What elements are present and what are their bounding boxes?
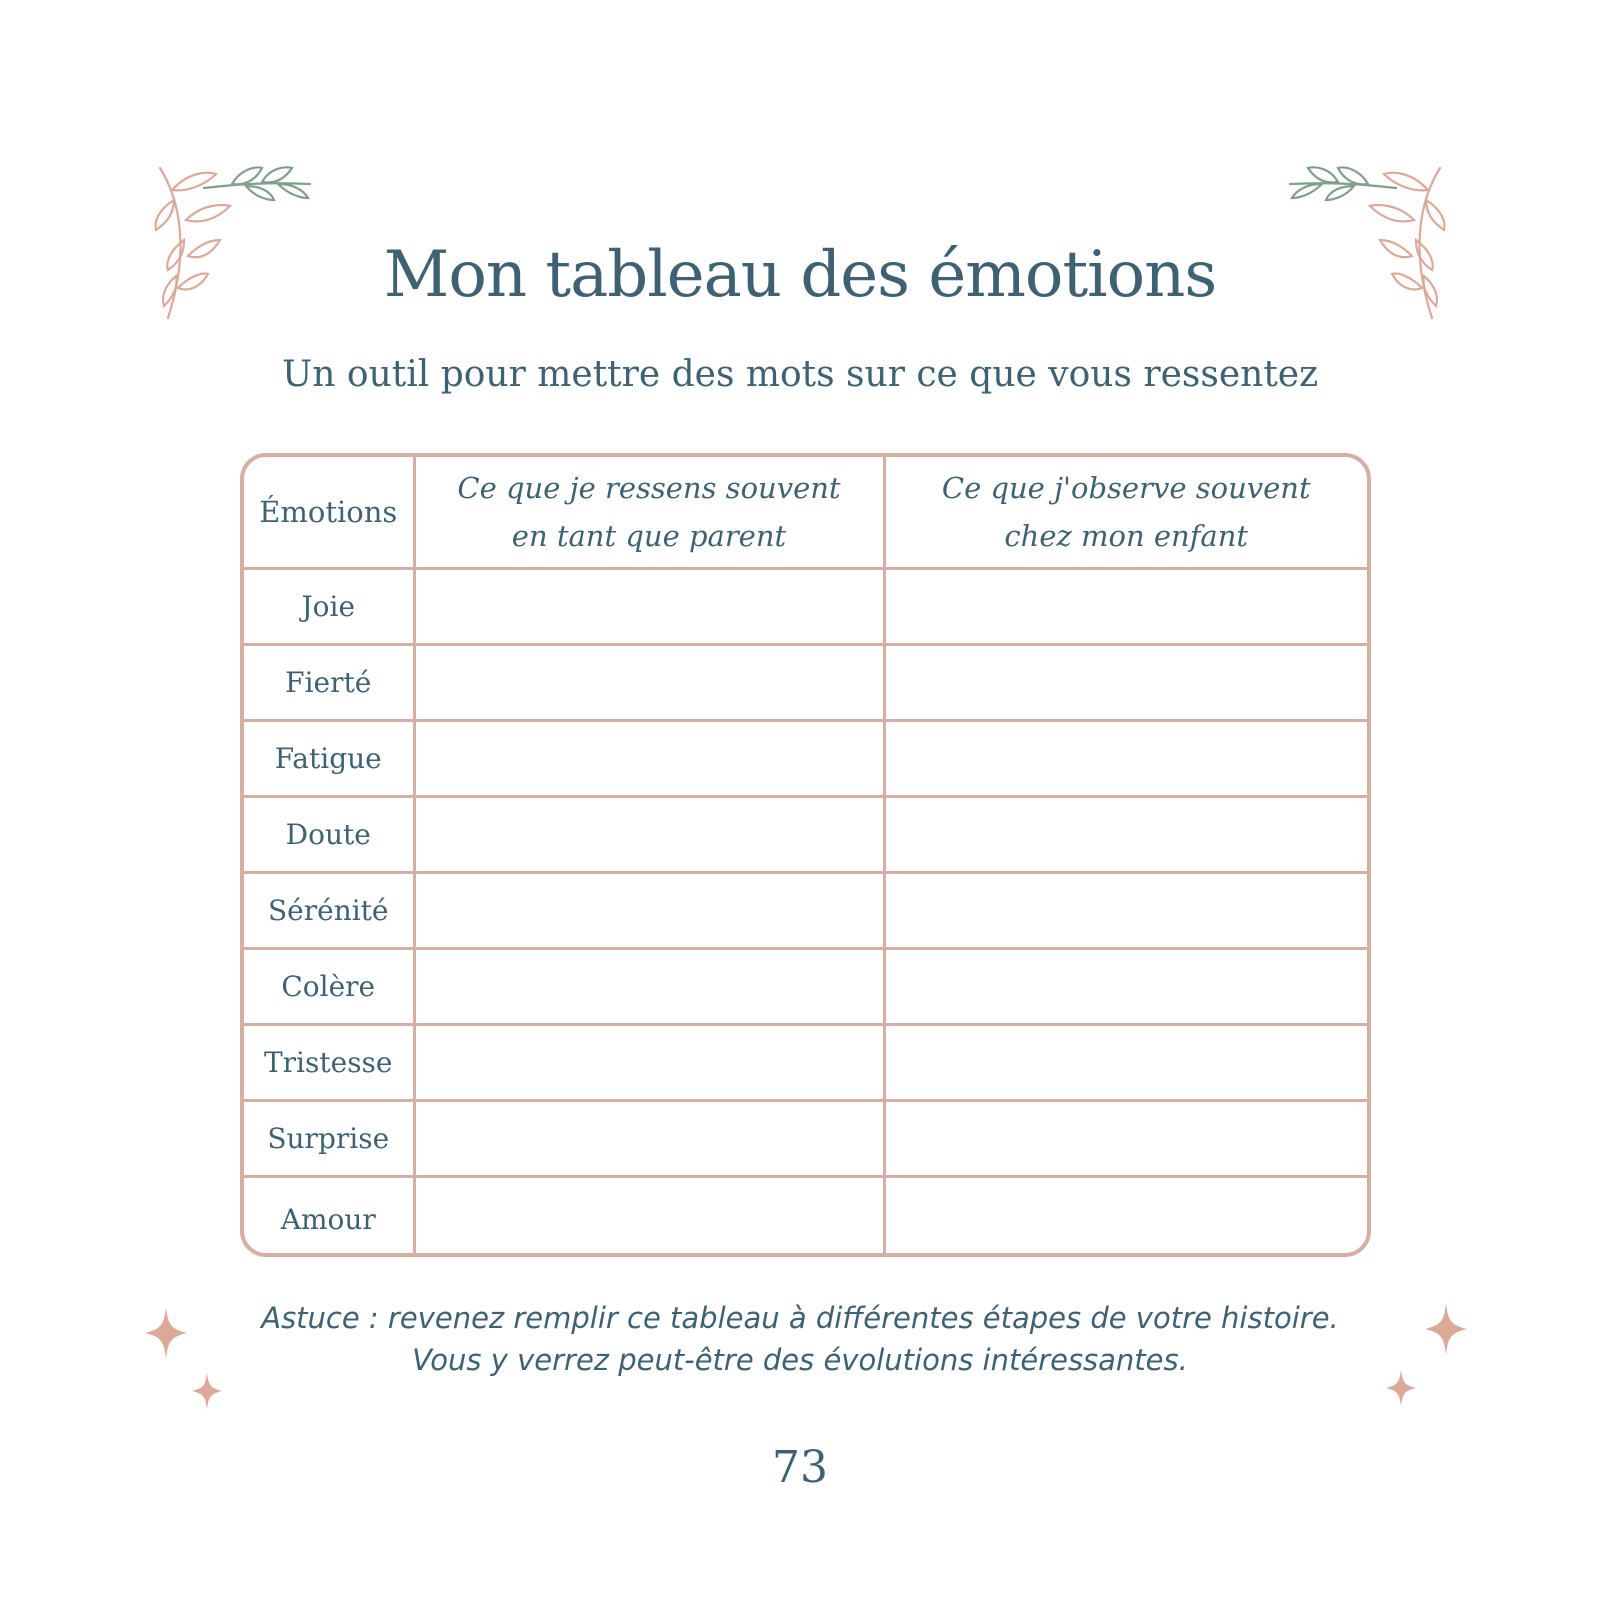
- table-row: [244, 1176, 1367, 1257]
- table-row: [244, 796, 1367, 872]
- table-row: [244, 1100, 1367, 1176]
- table-header-row: [244, 457, 1367, 568]
- tip-text: [0, 1297, 1600, 1381]
- header-emotions: Émotions: [244, 457, 414, 568]
- emotion-label: Colère: [244, 948, 414, 1024]
- table-row: [244, 948, 1367, 1024]
- header-parent-line2: en tant que parent: [511, 518, 787, 553]
- child-cell[interactable]: [884, 948, 1367, 1024]
- child-cell[interactable]: [884, 1176, 1367, 1257]
- child-cell[interactable]: [884, 720, 1367, 796]
- header-child-line1: Ce que j'observe souvent: [941, 470, 1311, 505]
- emotion-label: Surprise: [244, 1100, 414, 1176]
- tip-line2: Vous y verrez peut-être des évolutions intéressantes.: [412, 1343, 1188, 1377]
- page-subtitle: Un outil pour mettre des mots sur ce que vous ressentez: [281, 354, 1319, 395]
- parent-cell[interactable]: [414, 720, 884, 796]
- page-title: Mon tableau des émotions: [383, 238, 1217, 312]
- emotions-table: [240, 453, 1371, 1257]
- parent-cell[interactable]: [414, 568, 884, 644]
- emotion-label: Sérénité: [244, 872, 414, 948]
- child-cell[interactable]: [884, 644, 1367, 720]
- tip-line1: Astuce : revenez remplir ce tableau à différentes étapes de votre histoire.: [261, 1301, 1339, 1335]
- child-cell[interactable]: [884, 872, 1367, 948]
- parent-cell[interactable]: [414, 872, 884, 948]
- header-child-line2: chez mon enfant: [1004, 518, 1249, 553]
- table-row: [244, 1024, 1367, 1100]
- table-row: [244, 720, 1367, 796]
- emotion-label: Amour: [244, 1176, 414, 1257]
- parent-cell[interactable]: [414, 1024, 884, 1100]
- emotion-label: Fierté: [244, 644, 414, 720]
- page-number: 73: [772, 1442, 828, 1493]
- child-cell[interactable]: [884, 1024, 1367, 1100]
- parent-cell[interactable]: [414, 948, 884, 1024]
- child-cell[interactable]: [884, 568, 1367, 644]
- child-cell[interactable]: [884, 796, 1367, 872]
- emotion-label: Fatigue: [244, 720, 414, 796]
- parent-cell[interactable]: [414, 644, 884, 720]
- child-cell[interactable]: [884, 1100, 1367, 1176]
- emotion-label: Doute: [244, 796, 414, 872]
- table-row: [244, 568, 1367, 644]
- parent-cell[interactable]: [414, 796, 884, 872]
- table-row: [244, 644, 1367, 720]
- header-parent: [414, 457, 884, 568]
- emotion-label: Tristesse: [244, 1024, 414, 1100]
- parent-cell[interactable]: [414, 1176, 884, 1257]
- header-child: [884, 457, 1367, 568]
- parent-cell[interactable]: [414, 1100, 884, 1176]
- header-parent-line1: Ce que je ressens souvent: [457, 470, 841, 505]
- emotions-grid: [244, 457, 1367, 1257]
- table-row: [244, 872, 1367, 948]
- emotion-label: Joie: [244, 568, 414, 644]
